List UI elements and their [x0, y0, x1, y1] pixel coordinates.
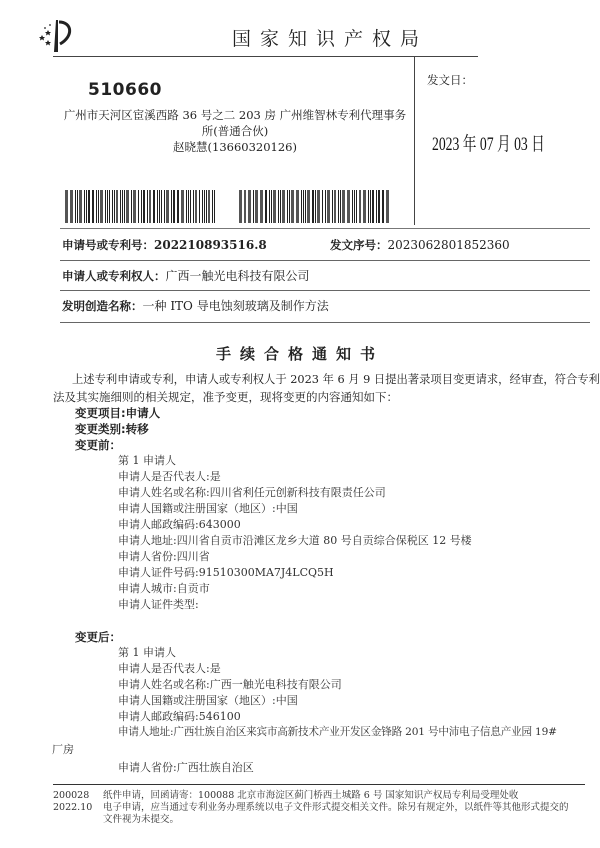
footer-divider: [53, 784, 585, 785]
after-item: 申请人省份:广西壮族自治区: [118, 761, 254, 774]
footer-line-3: 文件视为未提交。: [103, 814, 180, 825]
serial-number-label: 发文序号：: [330, 238, 388, 252]
notice-intro-line1: 上述专利申请或专利，申请人或专利权人于 2023 年 6 月 9 日提出著录项目变更请求，经审查，符合专利: [72, 373, 600, 386]
before-item: 申请人城市:自贡市: [118, 582, 210, 595]
issue-date: 2023 年 07 月 03 日: [432, 134, 545, 155]
footer-line-2: 电子申请，应当通过专利业务办理系统以电子文件形式提交相关文件。除另有规定外，以纸件等其他形式提交的: [103, 802, 569, 813]
before-item: 申请人省份:四川省: [118, 550, 210, 563]
after-item: 申请人国籍或注册国家（地区）:中国: [118, 694, 298, 707]
change-item: 变更项目:申请人: [75, 406, 161, 420]
serial-number-field: [330, 237, 510, 253]
recipient-address-line2: 所(普通合伙): [201, 124, 269, 138]
before-item: 申请人是否代表人:是: [118, 470, 221, 483]
application-number-field: [62, 237, 267, 253]
before-label: 变更前：: [75, 438, 121, 452]
invention-title-value: 一种 ITO 导电蚀刻玻璃及制作方法: [142, 299, 329, 313]
before-item: 第 1 申请人: [118, 454, 176, 467]
recipient-address-line1: 广州市天河区宦溪西路 36 号之二 203 房 广州维智林专利代理事务: [63, 108, 407, 122]
fields-divider-top: [60, 228, 590, 229]
invention-title-field: [62, 297, 329, 314]
before-item: 申请人姓名或名称:四川省利任元创新科技有限责任公司: [118, 486, 386, 499]
before-item: 申请人邮政编码:643000: [118, 518, 241, 531]
before-item: 申请人地址:四川省自贡市沿滩区龙乡大道 80 号自贡综合保税区 12 号楼: [118, 534, 472, 547]
footer-code-1: 200028: [53, 790, 90, 801]
application-number-value: 202210893516.8: [154, 238, 267, 252]
after-item: 申请人邮政编码:546100: [118, 710, 241, 723]
applicant-value: 广西一触光电科技有限公司: [165, 269, 310, 283]
footer-line-1: 纸件申请，回函请寄：100088 北京市海淀区蓟门桥西土城路 6 号 国家知识产权局专利局受理处收: [103, 790, 519, 801]
footer-code-2: 2022.10: [53, 802, 93, 813]
recipient-contact: 赵晓慧(13660320126): [173, 140, 297, 154]
after-label: 变更后：: [75, 630, 121, 644]
after-item: 申请人是否代表人:是: [118, 662, 221, 675]
after-item: 第 1 申请人: [118, 646, 176, 659]
header-divider-right: [414, 56, 477, 57]
application-number-label: 申请号或专利号：: [62, 238, 154, 252]
after-address-wrap: 厂房: [52, 743, 74, 756]
column-divider: [414, 57, 415, 225]
notice-intro-line2: 法及其实施细则的相关规定，准予变更，现将变更的内容通知如下：: [53, 390, 398, 404]
serial-number-value: 2023062801852360: [387, 238, 510, 252]
before-item: 申请人证件类型:: [118, 598, 199, 611]
invention-title-label: 发明创造名称：: [62, 299, 143, 313]
after-item: 申请人地址:广西壮族自治区来宾市高新技术产业开发区金锋路 201 号中沛电子信息产业园 19#: [118, 726, 557, 738]
change-type: 变更类别:转移: [75, 422, 149, 436]
applicant-field: [62, 267, 310, 284]
before-item: 申请人国籍或注册国家（地区）:中国: [118, 502, 298, 515]
fields-divider-bottom: [60, 322, 590, 323]
barcode-left: [65, 190, 217, 223]
org-title: 国家知识产权局: [231, 28, 428, 50]
applicant-label: 申请人或专利权人：: [62, 269, 166, 283]
fields-divider: [60, 260, 590, 261]
after-item: 申请人姓名或名称:广西一触光电科技有限公司: [118, 678, 342, 691]
recipient-postcode: 510660: [88, 80, 162, 100]
notice-title: 手续合格通知书: [215, 345, 384, 363]
before-item: 申请人证件号码:91510300MA7J4LCQ5H: [118, 566, 334, 579]
fields-divider: [60, 290, 590, 291]
barcode-right: [239, 190, 391, 223]
issue-date-label: 发文日：: [427, 73, 473, 87]
